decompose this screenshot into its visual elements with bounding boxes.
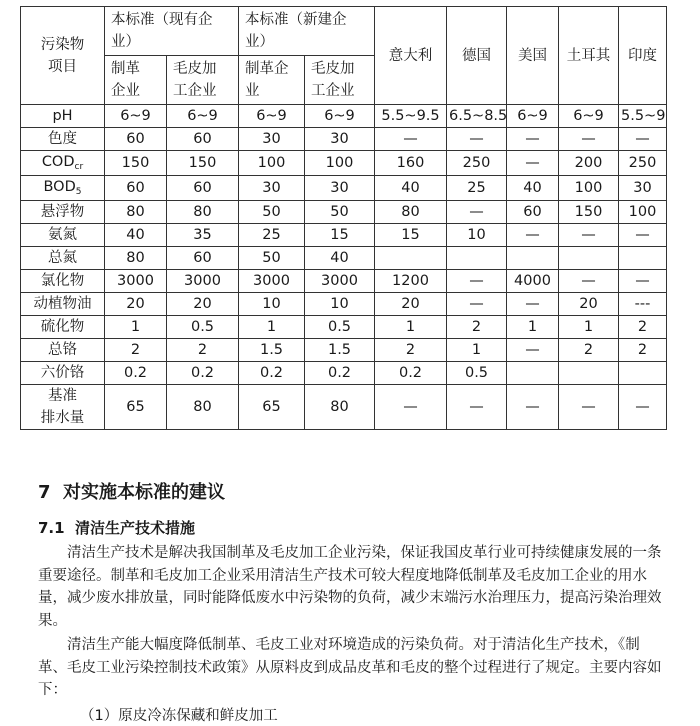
table-cell: 10 bbox=[447, 224, 507, 247]
table-cell: 60 bbox=[105, 128, 167, 151]
header-new-enterprise: 本标准（新建企 业） bbox=[239, 7, 375, 56]
table-cell: — bbox=[559, 270, 619, 293]
table-cell bbox=[619, 247, 667, 270]
table-row bbox=[21, 316, 667, 339]
table-cell: 150 bbox=[105, 151, 167, 176]
table-cell: 15 bbox=[375, 224, 447, 247]
subheader-tannery-existing: 制革 企业 bbox=[105, 56, 167, 105]
table-row bbox=[21, 176, 667, 201]
table-cell: 80 bbox=[375, 201, 447, 224]
table-row bbox=[21, 270, 667, 293]
row-label: 硫化物 bbox=[21, 316, 105, 339]
table-cell: 20 bbox=[559, 293, 619, 316]
subheader-fur-existing: 毛皮加 工企业 bbox=[167, 56, 239, 105]
table-cell: 30 bbox=[305, 176, 375, 201]
row-label: $COD_{cr}$ bbox=[21, 151, 105, 176]
table-cell: 30 bbox=[305, 128, 375, 151]
table-cell: 1.5 bbox=[305, 339, 375, 362]
table-cell: 6~9 bbox=[167, 105, 239, 128]
table-cell: 1 bbox=[239, 316, 305, 339]
table-cell: 40 bbox=[375, 176, 447, 201]
table-cell: 40 bbox=[507, 176, 559, 201]
table-cell: 35 bbox=[167, 224, 239, 247]
header-india: 印度 bbox=[619, 7, 667, 105]
table-cell: 1200 bbox=[375, 270, 447, 293]
table-row bbox=[21, 247, 667, 270]
table-cell: 100 bbox=[239, 151, 305, 176]
section-heading: 7 对实施本标准的建议 bbox=[38, 482, 226, 503]
table-cell: — bbox=[375, 128, 447, 151]
table-cell: — bbox=[507, 385, 559, 430]
row-label: 六价铬 bbox=[21, 362, 105, 385]
table-cell bbox=[507, 362, 559, 385]
table-cell: 100 bbox=[619, 201, 667, 224]
row-label: 氨氮 bbox=[21, 224, 105, 247]
table-cell: — bbox=[619, 270, 667, 293]
table-cell: 80 bbox=[105, 247, 167, 270]
table-cell: 6~9 bbox=[507, 105, 559, 128]
table-cell: 60 bbox=[105, 176, 167, 201]
list-item-raw-hide: （1）原皮冷冻保藏和鲜皮加工 bbox=[80, 708, 278, 724]
table-cell: 65 bbox=[239, 385, 305, 430]
table-cell: 1 bbox=[507, 316, 559, 339]
table-cell bbox=[507, 247, 559, 270]
table-cell: 50 bbox=[305, 201, 375, 224]
table-cell: 2 bbox=[447, 316, 507, 339]
table-cell: 3000 bbox=[239, 270, 305, 293]
table-cell: 1 bbox=[375, 316, 447, 339]
table-row bbox=[21, 128, 667, 151]
table-cell: — bbox=[447, 270, 507, 293]
table-row bbox=[21, 151, 667, 176]
table-cell: 25 bbox=[447, 176, 507, 201]
standards-comparison-table bbox=[20, 6, 667, 430]
row-label: 总氮 bbox=[21, 247, 105, 270]
table-cell: 200 bbox=[559, 151, 619, 176]
table-cell: 60 bbox=[507, 201, 559, 224]
header-existing-enterprise: 本标准（现有企 业） bbox=[105, 7, 239, 56]
row-label: 氯化物 bbox=[21, 270, 105, 293]
subheader-tannery-new: 制革企 业 bbox=[239, 56, 305, 105]
table-cell: — bbox=[507, 339, 559, 362]
table-cell: 100 bbox=[305, 151, 375, 176]
table-cell: 60 bbox=[167, 128, 239, 151]
table-cell: — bbox=[619, 385, 667, 430]
table-cell: 6~9 bbox=[559, 105, 619, 128]
table-cell: — bbox=[559, 128, 619, 151]
table-cell: 15 bbox=[305, 224, 375, 247]
table-cell: 0.2 bbox=[239, 362, 305, 385]
table-cell: 6.5~8.5 bbox=[447, 105, 507, 128]
table-cell: 250 bbox=[619, 151, 667, 176]
table-cell: 150 bbox=[167, 151, 239, 176]
table-cell: 10 bbox=[239, 293, 305, 316]
table-cell: 0.5 bbox=[167, 316, 239, 339]
table-cell: 0.2 bbox=[305, 362, 375, 385]
table-cell bbox=[619, 362, 667, 385]
table-cell: 1.5 bbox=[239, 339, 305, 362]
table-cell: — bbox=[559, 224, 619, 247]
table-row bbox=[21, 385, 667, 430]
table-cell: 10 bbox=[305, 293, 375, 316]
table-cell: 6~9 bbox=[305, 105, 375, 128]
table-cell: --- bbox=[619, 293, 667, 316]
header-pollutant: 污染物 项目 bbox=[21, 7, 105, 105]
table-cell: 30 bbox=[619, 176, 667, 201]
table-cell: 30 bbox=[239, 176, 305, 201]
table-cell: 1 bbox=[105, 316, 167, 339]
header-germany: 德国 bbox=[447, 7, 507, 105]
paragraph-clean-production-intro: 清洁生产技术是解决我国制革及毛皮加工企业污染，保证我国皮革行业可持续健康发展的一条重要途径。制革和毛皮加工企业采用清洁生产技术可较大程度地降低制革及毛皮加工企业的用水量，减少废水排放量，同时能降低废水中污染物的负荷，减少末端污水治理压力，提高污染治理效果。 bbox=[38, 545, 662, 629]
table-cell: — bbox=[447, 293, 507, 316]
table-cell: 2 bbox=[167, 339, 239, 362]
table-cell: 50 bbox=[239, 201, 305, 224]
paragraph-clean-production-policy: 清洁生产能大幅度降低制革、毛皮工业对环境造成的污染负荷。对于清洁化生产技术，《制革、毛皮工业污染控制技术政策》从原料皮到成品皮革和毛皮的整个过程进行了规定。主要内容如下： bbox=[38, 637, 662, 698]
table-cell bbox=[559, 247, 619, 270]
table-cell: — bbox=[375, 385, 447, 430]
row-label: 动植物油 bbox=[21, 293, 105, 316]
table-cell: — bbox=[507, 128, 559, 151]
table-cell: 150 bbox=[559, 201, 619, 224]
table-cell: 4000 bbox=[507, 270, 559, 293]
table-cell bbox=[447, 247, 507, 270]
table-cell: 0.2 bbox=[167, 362, 239, 385]
table-cell: 2 bbox=[619, 316, 667, 339]
table-cell: 3000 bbox=[167, 270, 239, 293]
subsection-heading: 7.1 清洁生产技术措施 bbox=[38, 519, 196, 537]
table-cell: 40 bbox=[105, 224, 167, 247]
row-label: 总铬 bbox=[21, 339, 105, 362]
table-cell: 65 bbox=[105, 385, 167, 430]
table-cell: 2 bbox=[105, 339, 167, 362]
table-cell: 60 bbox=[167, 176, 239, 201]
row-label: 色度 bbox=[21, 128, 105, 151]
row-label: 悬浮物 bbox=[21, 201, 105, 224]
table-cell: 1 bbox=[559, 316, 619, 339]
table-row bbox=[21, 201, 667, 224]
row-label: 基准 排水量 bbox=[21, 385, 105, 430]
table-cell: 20 bbox=[105, 293, 167, 316]
table-cell: 80 bbox=[167, 385, 239, 430]
table-cell: 50 bbox=[239, 247, 305, 270]
header-italy: 意大利 bbox=[375, 7, 447, 105]
table-cell: 250 bbox=[447, 151, 507, 176]
table-cell: 3000 bbox=[105, 270, 167, 293]
header-usa: 美国 bbox=[507, 7, 559, 105]
table-cell: 80 bbox=[167, 201, 239, 224]
header-turkey: 土耳其 bbox=[559, 7, 619, 105]
table-cell: — bbox=[447, 201, 507, 224]
table-row bbox=[21, 339, 667, 362]
table-cell: 20 bbox=[167, 293, 239, 316]
table-cell: — bbox=[447, 385, 507, 430]
table-row bbox=[21, 362, 667, 385]
subheader-fur-new: 毛皮加 工企业 bbox=[305, 56, 375, 105]
table-cell bbox=[559, 362, 619, 385]
table-cell: 2 bbox=[619, 339, 667, 362]
table-cell: — bbox=[507, 151, 559, 176]
table-cell: 0.2 bbox=[375, 362, 447, 385]
table-cell: 20 bbox=[375, 293, 447, 316]
table-cell: 5.5~9 bbox=[619, 105, 667, 128]
table-cell: 3000 bbox=[305, 270, 375, 293]
table-cell: 100 bbox=[559, 176, 619, 201]
table-row bbox=[21, 293, 667, 316]
table-row bbox=[21, 105, 667, 128]
table-cell: 6~9 bbox=[105, 105, 167, 128]
row-label: $BOD_5$ bbox=[21, 176, 105, 201]
table-cell: 0.5 bbox=[305, 316, 375, 339]
table-cell: 60 bbox=[167, 247, 239, 270]
table-cell: 5.5~9.5 bbox=[375, 105, 447, 128]
table-cell: 2 bbox=[559, 339, 619, 362]
table-cell: 2 bbox=[375, 339, 447, 362]
table-cell: 30 bbox=[239, 128, 305, 151]
table-cell: 80 bbox=[105, 201, 167, 224]
table-cell: 1 bbox=[447, 339, 507, 362]
table-cell: — bbox=[619, 224, 667, 247]
table-row bbox=[21, 224, 667, 247]
table-cell: 25 bbox=[239, 224, 305, 247]
row-label: pH bbox=[21, 105, 105, 128]
table-cell: — bbox=[507, 224, 559, 247]
table-cell: 0.2 bbox=[105, 362, 167, 385]
table-cell: 0.5 bbox=[447, 362, 507, 385]
table-cell: — bbox=[619, 128, 667, 151]
table-cell: 6~9 bbox=[239, 105, 305, 128]
table-cell bbox=[375, 247, 447, 270]
table-cell: — bbox=[559, 385, 619, 430]
table-cell: 40 bbox=[305, 247, 375, 270]
table-cell: — bbox=[507, 293, 559, 316]
table-cell: 80 bbox=[305, 385, 375, 430]
table-cell: 160 bbox=[375, 151, 447, 176]
table-cell: — bbox=[447, 128, 507, 151]
